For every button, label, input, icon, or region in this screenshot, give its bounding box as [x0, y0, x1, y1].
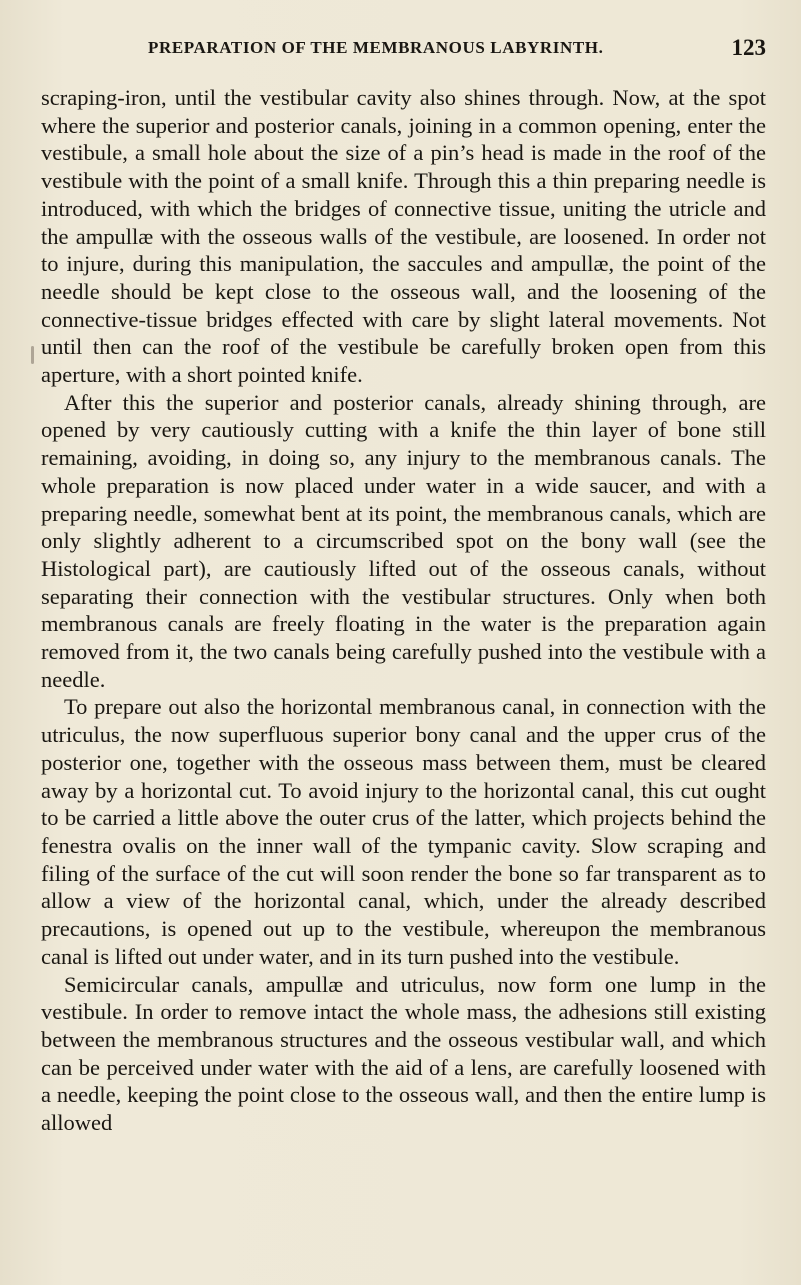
- running-title: PREPARATION OF THE MEMBRANOUS LABYRINTH.: [148, 38, 604, 57]
- page-header: [148, 36, 766, 66]
- paragraph: scraping-iron, until the vestibular cavity also shines through. Now, at the spot where the superior and posterior canals, joining in a common opening, enter the vestibule, a small hole about the size of a pin’s head is made in the roof of the vestibule with the point of a small knife. Through this a thin preparing needle is introduced, with which the bridges of connective tissue, uniting the utricle and the ampullæ with the osseous walls of the vestibule, are loosened. In order not to injure, during this manipulation, the saccules and ampullæ, the point of the needle should be kept close to the osseous wall, and the loosening of the connective-tissue bridges effected with care by slight lateral movements. Not until then can the roof of the vestibule be carefully broken open from this aperture, with a short pointed knife.: [41, 85, 766, 388]
- paragraph: To prepare out also the horizontal membranous canal, in connection with the utriculus, the now superfluous superior bony canal and the upper crus of the posterior one, together with the osseous mass between them, must be cleared away by a horizontal cut. To avoid injury to the horizontal canal, this cut ought to be carried a little above the outer crus of the latter, which projects behind the fenestra ovalis on the inner wall of the tympanic cavity. Slow scraping and filing of the surface of the cut will soon render the bone so far transparent as to allow a view of the horizontal canal, which, under the already described precautions, is opened out up to the vestibule, whereupon the membranous canal is lifted out under water, and in its turn pushed into the vestibule.: [41, 694, 766, 969]
- paragraph: Semicircular canals, ampullæ and utriculus, now form one lump in the vestibule. In order to remove intact the whole mass, the adhesions still existing between the membranous structures and the osseous vestibular wall, and which can be perceived under water with the aid of a lens, are carefully loosened with a needle, keeping the point close to the osseous wall, and then the entire lump is allowed: [41, 971, 766, 1136]
- page-number: 123: [731, 35, 766, 60]
- margin-mark: [31, 346, 34, 364]
- paragraph: After this the superior and posterior canals, already shining through, are opened by very cautiously cutting with a knife the thin layer of bone still remaining, avoiding, in doing so, any injury to the membranous canals. The whole preparation is now placed under water in a wide saucer, and with a preparing needle, somewhat bent at its point, the membranous canals, which are only slightly adherent to a circumscribed spot on the bony wall (see the Histological part), are cautiously lifted out of the osseous canals, without separating their connection with the vestibular structures. Only when both membranous canals are freely floating in the water is the preparation again removed from it, the two canals being carefully pushed into the vestibule with a needle.: [41, 389, 766, 692]
- body-text: [41, 84, 766, 1137]
